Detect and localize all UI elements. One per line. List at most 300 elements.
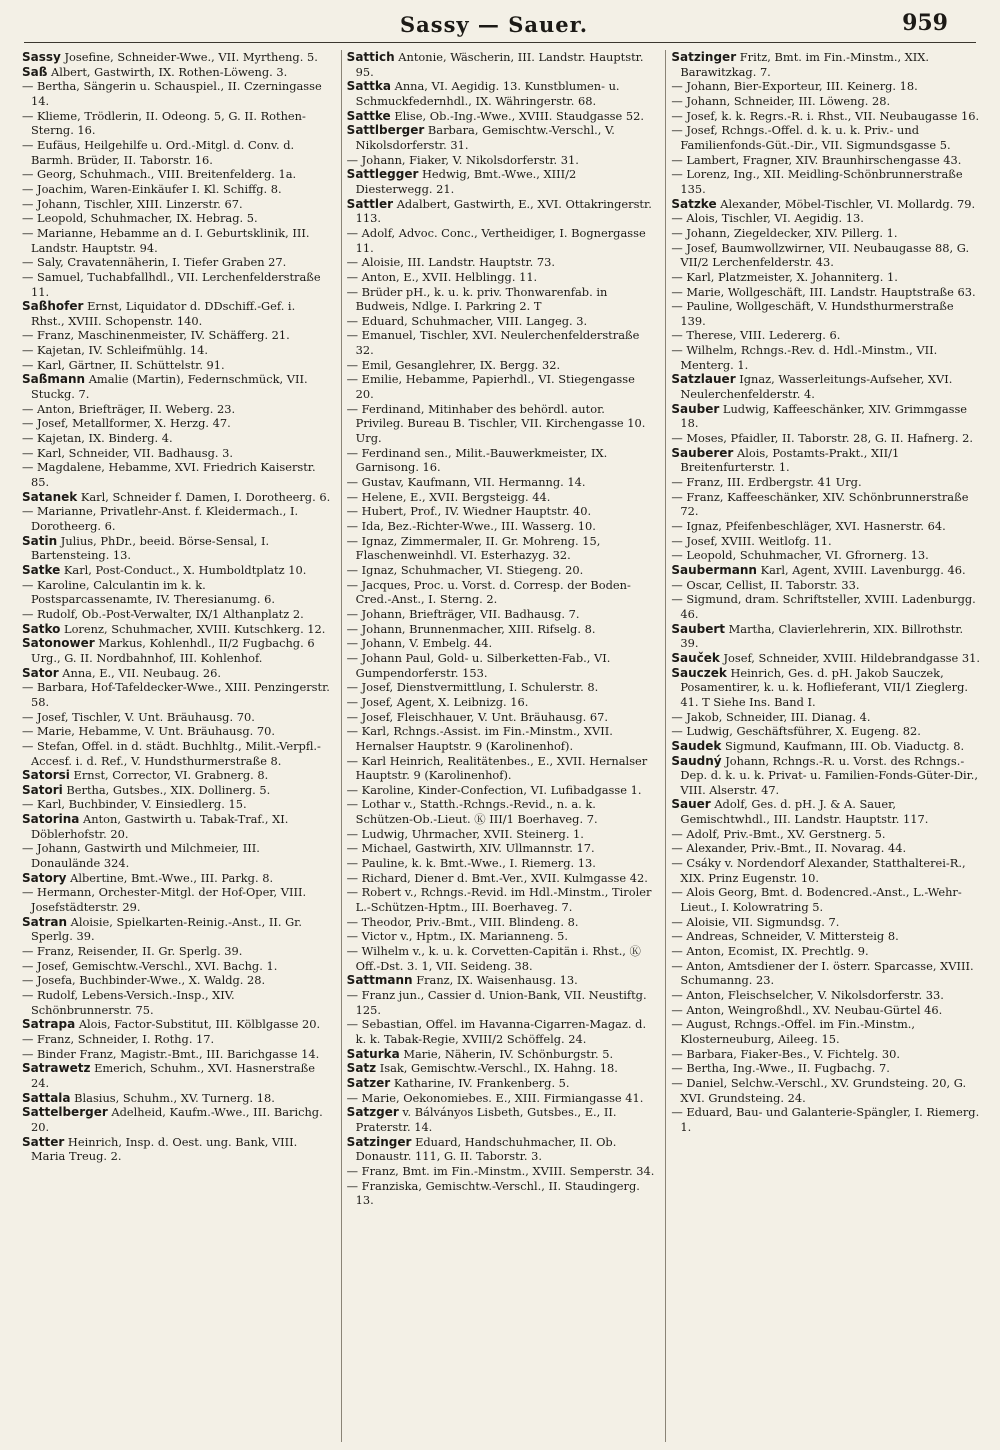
directory-entry [671, 490, 980, 519]
directory-entry [22, 416, 331, 431]
directory-entry [671, 94, 980, 109]
directory-entry [22, 812, 331, 841]
entry-text: — Johann, Briefträger, VII. Badhausg. 7. [346, 606, 580, 621]
directory-entry [347, 504, 656, 519]
directory-entry [671, 446, 980, 475]
entry-text: — Emil, Gesanglehrer, IX. Bergg. 32. [346, 357, 561, 372]
directory-entry [22, 680, 331, 709]
directory-entry [671, 241, 980, 270]
directory-entry [22, 211, 331, 226]
directory-entry [671, 343, 980, 372]
directory-entry [671, 710, 980, 725]
entry-surname: Sator [22, 665, 59, 680]
directory-entry [347, 973, 656, 988]
directory-entry [22, 182, 331, 197]
directory-entry [671, 548, 980, 563]
directory-entry [347, 885, 656, 914]
directory-entry [671, 666, 980, 710]
entry-text: — Johann, V. Embelg. 44. [346, 636, 493, 651]
directory-entry [347, 988, 656, 1017]
entry-surname: Sauček [671, 650, 720, 665]
entry-text: — Josef, Gemischtw.-Verschl., XVI. Bachg. 1. [22, 958, 278, 973]
entry-text: Alois, Factor-Substitut, III. Kölblgasse 20. [78, 1017, 321, 1032]
entry-text: — Klieme, Trödlerin, II. Odeong. 5, G. II. Rothen-Sterng. 16. [22, 108, 306, 138]
entry-text: Julius, PhDr., beeid. Börse-Sensal, I. Bartensteing. 13. [31, 533, 270, 563]
entry-surname: Saubert [671, 621, 726, 636]
entry-text: — Johann, Schneider, III. Löweng. 28. [671, 93, 891, 108]
directory-entry [22, 460, 331, 489]
directory-entry [671, 797, 980, 826]
entry-surname: Saubermann [671, 562, 757, 577]
directory-entry [347, 827, 656, 842]
directory-entry [22, 1017, 331, 1032]
directory-entry [347, 402, 656, 446]
directory-entry [22, 768, 331, 783]
entry-text: — Richard, Diener d. Bmt.-Ver., XVII. Kulmgasse 42. [346, 870, 648, 885]
entry-surname: Sattich [346, 50, 395, 64]
directory-entry [22, 944, 331, 959]
directory-entry [347, 1105, 656, 1134]
directory-entry [22, 885, 331, 914]
entry-text: Adolf, Ges. d. pH. J. & A. Sauer, Gemischtwhdl., III. Landstr. Hauptstr. 117. [680, 797, 929, 827]
entry-text: — Andreas, Schneider, V. Mittersteig 8. [671, 929, 899, 944]
entry-text: — Brüder pH., k. u. k. priv. Thonwarenfab. in Budweis, Ndlge. I. Parkring 2. T [346, 284, 608, 314]
directory-entry [22, 622, 331, 637]
directory-entry [671, 79, 980, 94]
entry-text: — Johann, Tischler, XIII. Linzerstr. 67. [22, 196, 243, 211]
directory-entry [347, 153, 656, 168]
entry-surname: Satonower [22, 636, 95, 651]
entry-surname: Sattka [346, 79, 391, 94]
directory-entry [22, 724, 331, 739]
entry-text: — Barbara, Hof-Tafeldecker-Wwe., XIII. Penzingerstr. 58. [22, 680, 330, 709]
entry-text: — Karoline, Calculantin im k. k. Postsparcassenamte, IV. Theresianumg. 6. [22, 577, 275, 607]
entry-text: Emerich, Schuhm., XVI. Hasnerstraße 24. [31, 1061, 315, 1090]
entry-text: — Josefa, Buchbinder-Wwe., X. Waldg. 28. [22, 973, 266, 988]
entry-text: Albert, Gastwirth, IX. Rothen-Löweng. 3. [51, 64, 288, 79]
entry-text: — Moses, Pfaidler, II. Taborstr. 28, G. II. Hafnerg. 2. [671, 431, 973, 446]
directory-entry [22, 1105, 331, 1134]
entry-text: Aloisie, Spielkarten-Reinig.-Anst., II. Gr. Sperlg. 39. [31, 914, 302, 944]
entry-surname: Satran [22, 914, 68, 929]
entry-surname: Saturka [346, 1046, 400, 1061]
directory-entry [22, 841, 331, 870]
entry-text: — Karl, Platzmeister, X. Johanniterg. 1. [671, 269, 898, 284]
entry-text: — Adolf, Advoc. Conc., Vertheidiger, I. Bognergasse 11. [346, 225, 646, 255]
entry-text: Josef, Schneider, XVIII. Hildebrandgasse 31. [723, 650, 980, 665]
directory-entry [347, 255, 656, 270]
directory-entry [671, 827, 980, 842]
directory-entry [671, 211, 980, 226]
directory-entry [671, 285, 980, 300]
entry-surname: Saudný [671, 753, 722, 768]
directory-entry [347, 1135, 656, 1164]
directory-entry [347, 109, 656, 124]
entry-text: — Lambert, Fragner, XIV. Braunhirschengasse 43. [671, 152, 962, 167]
entry-text: — Karl, Rchngs.-Assist. im Fin.-Minstm., XVII. Hernalser Hauptstr. 9 (Karolinenhof). [346, 724, 613, 753]
directory-entry [347, 285, 656, 314]
directory-entry [22, 534, 331, 563]
entry-surname: Satorina [22, 812, 80, 827]
entry-text: — Helene, E., XVII. Bergsteigg. 44. [346, 489, 551, 504]
directory-entry [671, 1017, 980, 1046]
entry-text: Marie, Näherin, IV. Schönburgstr. 5. [403, 1046, 614, 1061]
entry-text: — Johann, Fiaker, V. Nikolsdorferstr. 31. [346, 152, 579, 167]
entry-text: — Gustav, Kaufmann, VII. Hermanng. 14. [346, 475, 586, 490]
directory-entry [347, 372, 656, 401]
column-3 [665, 50, 980, 1442]
directory-entry [671, 959, 980, 988]
entry-surname: Sauczek [671, 665, 727, 680]
entry-text: — Marie, Wollgeschäft, III. Landstr. Hauptstraße 63. [671, 284, 976, 299]
entry-text: — Therese, VIII. Ledererg. 6. [671, 328, 841, 343]
directory-entry [22, 988, 331, 1017]
directory-entry [347, 724, 656, 753]
entry-text: — Ignaz, Schuhmacher, VI. Stiegeng. 20. [346, 562, 584, 577]
directory-entry [347, 197, 656, 226]
entry-surname: Sattler [346, 196, 394, 211]
directory-entry [347, 651, 656, 680]
entry-text: Antonie, Wäscherin, III. Landstr. Hauptstr. 95. [355, 50, 644, 79]
entry-text: — Marianne, Hebamme an d. I. Geburtsklinik, III. Landstr. Hauptstr. 94. [22, 225, 310, 255]
entry-text: — Kajetan, IV. Schleifmühlg. 14. [22, 343, 209, 358]
directory-entry [22, 358, 331, 373]
directory-entry [671, 328, 980, 343]
entry-text: — Johann, Ziegeldecker, XIV. Pillerg. 1. [671, 225, 898, 240]
entry-text: — Ferdinand sen., Milit.-Bauwerkmeister, IX. Garnisong. 16. [346, 445, 608, 475]
entry-text: — Anton, Weingroßhdl., XV. Neubau-Gürtel 46. [671, 1002, 943, 1017]
entry-text: — Rudolf, Ob.-Post-Verwalter, IX/1 Althanplatz 2. [22, 606, 304, 621]
entry-text: — Jacques, Proc. u. Vorst. d. Corresp. der Boden-Cred.-Anst., I. Sterng. 2. [346, 577, 631, 607]
directory-entry [22, 666, 331, 681]
directory-entry [347, 226, 656, 255]
directory-entry [671, 197, 980, 212]
directory-entry [22, 299, 331, 328]
directory-entry [22, 739, 331, 768]
directory-entry [347, 358, 656, 373]
entry-text: — Csáky v. Nordendorf Alexander, Statthalterei-R., XIX. Prinz Eugenstr. 10. [671, 856, 966, 885]
entry-text: — Johann, Brunnenmacher, XIII. Rifselg. 8. [346, 621, 596, 636]
directory-entry [347, 1061, 656, 1076]
entry-text: — Marie, Oekonomiebes. E., XIII. Firmiangasse 41. [346, 1090, 644, 1105]
entry-text: — Aloisie, III. Landstr. Hauptstr. 73. [346, 255, 556, 270]
entry-text: — Franz, Kaffeeschänker, XIV. Schönbrunnerstraße 72. [671, 489, 969, 519]
directory-entry [22, 490, 331, 505]
entry-text: Heinrich, Insp. d. Oest. ung. Bank, VIII. Maria Treug. 2. [31, 1134, 298, 1164]
directory-entry [22, 959, 331, 974]
directory-entry [347, 123, 656, 152]
header-rule [24, 42, 976, 43]
directory-entry [347, 841, 656, 856]
directory-entry [671, 739, 980, 754]
directory-entry [22, 431, 331, 446]
directory-entry [347, 578, 656, 607]
entry-text: — Franz, Bmt. im Fin.-Minstm., XVIII. Semperstr. 34. [346, 1163, 655, 1178]
entry-text: — Alois Georg, Bmt. d. Bodencred.-Anst., L.-Wehr-Lieut., I. Kolowratring 5. [671, 885, 962, 915]
entry-text: — Daniel, Selchw.-Verschl., XV. Grundsteing. 20, G. XVI. Grundsteing. 24. [671, 1075, 967, 1105]
entry-text: Ernst, Liquidator d. DDschiff.-Gef. i. Rhst., XVIII. Schopenstr. 140. [31, 299, 296, 328]
directory-entry [22, 973, 331, 988]
directory-entry [671, 226, 980, 241]
directory-entry [347, 328, 656, 357]
directory-entry [671, 885, 980, 914]
entry-text: Karl, Post-Conduct., X. Humboldtplatz 10. [63, 562, 307, 577]
entry-surname: Satzinger [671, 50, 737, 64]
directory-entry [22, 197, 331, 212]
directory-entry [22, 1135, 331, 1164]
directory-entry [671, 1003, 980, 1018]
directory-entry [22, 1091, 331, 1106]
entry-text: — Anton, Briefträger, II. Weberg. 23. [22, 401, 236, 416]
entry-text: — Franz, Maschinenmeister, IV. Schäfferg. 21. [22, 328, 290, 343]
directory-entry [22, 797, 331, 812]
entry-text: — Eufäus, Heilgehilfe u. Ord.-Mitgl. d. Conv. d. Barmh. Brüder, II. Taborstr. 16. [22, 137, 295, 167]
entry-surname: Sauber [671, 401, 720, 416]
entry-text: — Binder Franz, Magistr.-Bmt., III. Barichgasse 14. [22, 1046, 320, 1061]
directory-entry [671, 534, 980, 549]
entry-text: — Ignaz, Zimmermaler, II. Gr. Mohreng. 15, Flaschenweinhdl. VI. Esterhazyg. 32. [346, 533, 601, 563]
directory-entry [671, 372, 980, 401]
directory-entry [347, 783, 656, 798]
entry-text: Alois, Postamts-Prakt., XII/1 Breitenfurterstr. 1. [680, 445, 900, 475]
directory-entry [22, 255, 331, 270]
entry-text: — Ludwig, Geschäftsführer, X. Eugeng. 82. [671, 724, 921, 739]
entry-surname: Satzlauer [671, 372, 736, 387]
entry-surname: Sauberer [671, 445, 734, 460]
entry-surname: Satin [22, 533, 58, 548]
entry-text: — Bertha, Sängerin u. Schauspiel., II. Czerningasse 14. [22, 79, 322, 108]
directory-entry [347, 446, 656, 475]
directory-entry [347, 50, 656, 79]
entry-text: — Josef, Tischler, V. Unt. Bräuhausg. 70. [22, 709, 255, 724]
directory-entry [671, 929, 980, 944]
entry-surname: Satorsi [22, 768, 70, 783]
directory-entry [671, 123, 980, 152]
entry-text: Alexander, Möbel-Tischler, VI. Mollardg. 79. [720, 196, 976, 211]
entry-text: — August, Rchngs.-Offel. im Fin.-Minstm., Klosterneuburg, Aileeg. 15. [671, 1017, 916, 1046]
entry-text: — Franz, Reisender, II. Gr. Sperlg. 39. [22, 944, 243, 959]
directory-entry [22, 1032, 331, 1047]
entry-text: — Lothar v., Statth.-Rchngs.-Revid., n. a. k. Schützen-Ob.-Lieut. Ⓚ III/1 Boerhaveg. 7. [346, 797, 598, 827]
entry-surname: Sattmann [346, 973, 413, 988]
entry-text: — Magdalene, Hebamme, XVI. Friedrich Kaiserstr. 85. [22, 460, 316, 490]
directory-entry [347, 710, 656, 725]
directory-entry [671, 856, 980, 885]
directory-entry [671, 270, 980, 285]
entry-text: — Oscar, Cellist, II. Taborstr. 33. [671, 577, 860, 592]
entry-text: — Theodor, Priv.-Bmt., VIII. Blindeng. 8. [346, 914, 579, 929]
entry-text: — Emilie, Hebamme, Papierhdl., VI. Stiegengasse 20. [346, 372, 635, 402]
entry-text: — Sigmund, dram. Schriftsteller, XVIII. Ladenburgg. 46. [671, 592, 976, 621]
entry-text: — Michael, Gastwirth, XIV. Ullmannstr. 17. [346, 841, 595, 856]
entry-text: Blasius, Schuhm., XV. Turnerg. 18. [74, 1090, 275, 1105]
entry-text: Markus, Kohlenhdl., II/2 Fugbachg. 6 Urg., G. II. Nordbahnhof, III. Kohlenhof. [31, 636, 315, 665]
directory-entry [671, 563, 980, 578]
entry-text: Amalie (Martin), Federnschmück, VII. Stuckg. 7. [31, 372, 308, 402]
directory-entry [671, 724, 980, 739]
directory-entry [347, 856, 656, 871]
entry-text: — Jakob, Schneider, III. Dianag. 4. [671, 709, 871, 724]
directory-entry [347, 1076, 656, 1091]
directory-entry [347, 1164, 656, 1179]
directory-entry [347, 1179, 656, 1208]
directory-entry [347, 1091, 656, 1106]
directory-entry [22, 328, 331, 343]
entry-text: — Karoline, Kinder-Confection, VI. Lufibadgasse 1. [346, 782, 642, 797]
entry-text: — Franziska, Gemischtw.-Verschl., II. Staudingerg. 13. [346, 1178, 640, 1208]
entry-text: Josefine, Schneider-Wwe., VII. Myrtheng. 5. [64, 50, 318, 64]
directory-entry [22, 138, 331, 167]
entry-text: — Josef, Metallformer, X. Herzg. 47. [22, 416, 231, 431]
directory-entry [347, 270, 656, 285]
directory-entry [22, 504, 331, 533]
entry-text: Karl, Agent, XVIII. Lavenburgg. 46. [760, 562, 966, 577]
directory-entry [22, 915, 331, 944]
entry-text: — Alois, Tischler, VI. Aegidig. 13. [671, 211, 864, 226]
entry-surname: Satrawetz [22, 1061, 91, 1076]
entry-surname: Satzger [346, 1105, 399, 1120]
directory-entry [347, 680, 656, 695]
entry-text: — Rudolf, Lebens-Versich.-Insp., XIV. Schönbrunnerstr. 75. [22, 988, 235, 1017]
column-1 [22, 50, 331, 1442]
directory-entry [671, 402, 980, 431]
directory-entry [671, 109, 980, 124]
entry-text: — Josef, k. k. Regrs.-R. i. Rhst., VII. Neubaugasse 16. [671, 108, 980, 123]
directory-entry [671, 578, 980, 593]
directory-entry [347, 944, 656, 973]
directory-entry [347, 636, 656, 651]
directory-entry [671, 1061, 980, 1076]
entry-text: — Josef, Dienstvermittlung, I. Schulerstr. 8. [346, 680, 599, 695]
entry-text: — Josef, Rchngs.-Offel. d. k. u. k. Priv.- und Familienfonds-Güt.-Dir., VII. Sigmundsgasse 5. [671, 123, 951, 152]
entry-text: Martha, Clavierlehrerin, XIX. Billrothstr. 39. [680, 621, 964, 651]
entry-text: — Pauline, k. k. Bmt.-Wwe., I. Riemerg. 13. [346, 856, 596, 871]
entry-surname: Satanek [22, 489, 78, 504]
entry-text: — Stefan, Offel. in d. städt. Buchhltg., Milit.-Verpfl.-Accesf. i. d. Ref., V. Hundsthurmerstraße 8. [22, 738, 321, 768]
directory-entry [671, 519, 980, 534]
entry-text: Bertha, Gutsbes., XIX. Dollinerg. 5. [66, 782, 271, 797]
entry-text: — Josef, XVIII. Weitlofg. 11. [671, 533, 832, 548]
directory-entry [671, 841, 980, 856]
entry-text: — Lorenz, Ing., XII. Meidling-Schönbrunnerstraße 135. [671, 167, 963, 196]
entry-text: — Karl, Schneider, VII. Badhausg. 3. [22, 445, 233, 460]
entry-text: — Saly, Cravatennäherin, I. Tiefer Graben 27. [22, 255, 287, 270]
directory-entry [347, 79, 656, 108]
directory-entry [347, 490, 656, 505]
entry-text: — Marianne, Privatlehr-Anst. f. Kleidermach., I. Dorotheerg. 6. [22, 504, 299, 533]
directory-entry [347, 1047, 656, 1062]
entry-text: — Ida, Bez.-Richter-Wwe., III. Wasserg. 10. [346, 519, 596, 533]
directory-entry [347, 695, 656, 710]
directory-entry [22, 402, 331, 417]
entry-surname: Sattke [346, 108, 391, 123]
entry-text: Sigmund, Kaufmann, III. Ob. Viaductg. 8. [724, 738, 965, 753]
entry-text: Fritz, Bmt. im Fin.-Minstm., XIX. Barawitzkag. 7. [680, 50, 930, 79]
directory-entry [671, 988, 980, 1003]
directory-entry [22, 607, 331, 622]
entry-surname: Satzke [671, 196, 717, 211]
entry-surname: Saßmann [22, 372, 86, 387]
directory-entry [347, 167, 656, 196]
entry-text: — Hermann, Orchester-Mitgl. der Hof-Oper, VIII. Josefstädterstr. 29. [22, 885, 307, 915]
entry-surname: Saß [22, 64, 48, 79]
entry-text: — Leopold, Schuhmacher, IX. Hebrag. 5. [22, 211, 258, 226]
entry-text: Johann, Rchngs.-R. u. Vorst. des Rchngs.-Dep. d. k. u. k. Privat- u. Familien-Fonds-Güter-Dir., VIII. Alserstr. 47. [680, 753, 979, 797]
directory-entry [347, 797, 656, 826]
entry-text: Albertine, Bmt.-Wwe., III. Parkg. 8. [70, 870, 274, 885]
entry-text: Hedwig, Bmt.-Wwe., XIII/2 Diesterwegg. 21. [355, 167, 577, 196]
directory-entry [22, 372, 331, 401]
directory-entry [22, 109, 331, 138]
directory-entry [671, 651, 980, 666]
directory-entry [22, 343, 331, 358]
entry-text: — Johann, Bier-Exporteur, III. Keinerg. 18. [671, 79, 918, 94]
entry-text: — Franz jun., Cassier d. Union-Bank, VII. Neustiftg. 125. [346, 988, 647, 1017]
directory-entry [22, 563, 331, 578]
directory-entry [671, 915, 980, 930]
entry-text: Franz, IX. Waisenhausg. 13. [416, 973, 578, 988]
entry-text: — Anton, Amtsdiener der I. österr. Sparcasse, XVIII. Schumanng. 23. [671, 958, 974, 988]
directory-entry [347, 563, 656, 578]
directory-entry [347, 607, 656, 622]
entry-text: — Ludwig, Uhrmacher, XVII. Steinerg. 1. [346, 826, 584, 841]
entry-text: — Wilhelm, Rchngs.-Rev. d. Hdl.-Minstm., VII. Menterg. 1. [671, 343, 938, 372]
directory-entry [671, 431, 980, 446]
directory-entry [671, 754, 980, 798]
entry-text: — Karl Heinrich, Realitätenbes., E., XVII. Hernalser Hauptstr. 9 (Karolinenhof). [346, 753, 648, 783]
entry-text: Eduard, Handschuhmacher, II. Ob. Donaustr. 111, G. II. Taborstr. 3. [355, 1134, 617, 1164]
entry-text: Ernst, Corrector, VI. Grabnerg. 8. [73, 768, 269, 783]
entry-text: — Georg, Schuhmach., VIII. Breitenfelderg. 1a. [22, 167, 297, 182]
directory-entry [22, 1047, 331, 1062]
directory-entry [671, 153, 980, 168]
directory-entry [671, 167, 980, 196]
entry-text: Anton, Gastwirth u. Tabak-Traf., XI. Döblerhofstr. 20. [31, 812, 289, 841]
entry-surname: Sassy [22, 50, 61, 64]
entry-text: v. Bálványos Lisbeth, Gutsbes., E., II. Praterstr. 14. [355, 1105, 617, 1134]
directory-entry [347, 754, 656, 783]
page-number: 959 [902, 10, 948, 36]
entry-text: Lorenz, Schuhmacher, XVIII. Kutschkerg. 12. [64, 621, 326, 636]
entry-text: — Joachim, Waren-Einkäufer I. Kl. Schiffg. 8. [22, 181, 282, 196]
directory-entry [22, 65, 331, 80]
entry-text: — Karl, Gärtner, II. Schüttelstr. 91. [22, 357, 225, 372]
entry-text: Anna, E., VII. Neubaug. 26. [62, 665, 221, 680]
entry-surname: Sauer [671, 797, 711, 812]
entry-surname: Satori [22, 782, 63, 797]
entry-text: Adalbert, Gastwirth, E., XVI. Ottakringerstr. 113. [355, 196, 652, 226]
entry-text: — Ignaz, Pfeifenbeschläger, XVI. Hasnerstr. 64. [671, 519, 946, 533]
directory-entry [22, 1061, 331, 1090]
directory-entry [671, 475, 980, 490]
directory-entry [22, 446, 331, 461]
directory-entry [22, 783, 331, 798]
entry-surname: Satzinger [346, 1134, 412, 1149]
entry-text: — Franz, Schneider, I. Rothg. 17. [22, 1031, 215, 1046]
column-2 [341, 50, 656, 1442]
entry-text: — Pauline, Wollgeschäft, V. Hundsthurmerstraße 139. [671, 299, 954, 328]
entry-text: — Josef, Baumwollzwirner, VII. Neubaugasse 88, G. VII/2 Lerchenfelderstr. 43. [671, 240, 970, 270]
directory-entry [22, 871, 331, 886]
entry-surname: Satko [22, 621, 61, 636]
entry-text: — Karl, Buchbinder, V. Einsiedlerg. 15. [22, 797, 247, 812]
directory-entry [22, 226, 331, 255]
entry-surname: Satke [22, 562, 61, 577]
entry-text: — Alexander, Priv.-Bmt., II. Novarag. 44. [671, 841, 907, 856]
directory-entry [347, 622, 656, 637]
entry-surname: Sattala [22, 1090, 71, 1105]
entry-surname: Satter [22, 1134, 65, 1149]
